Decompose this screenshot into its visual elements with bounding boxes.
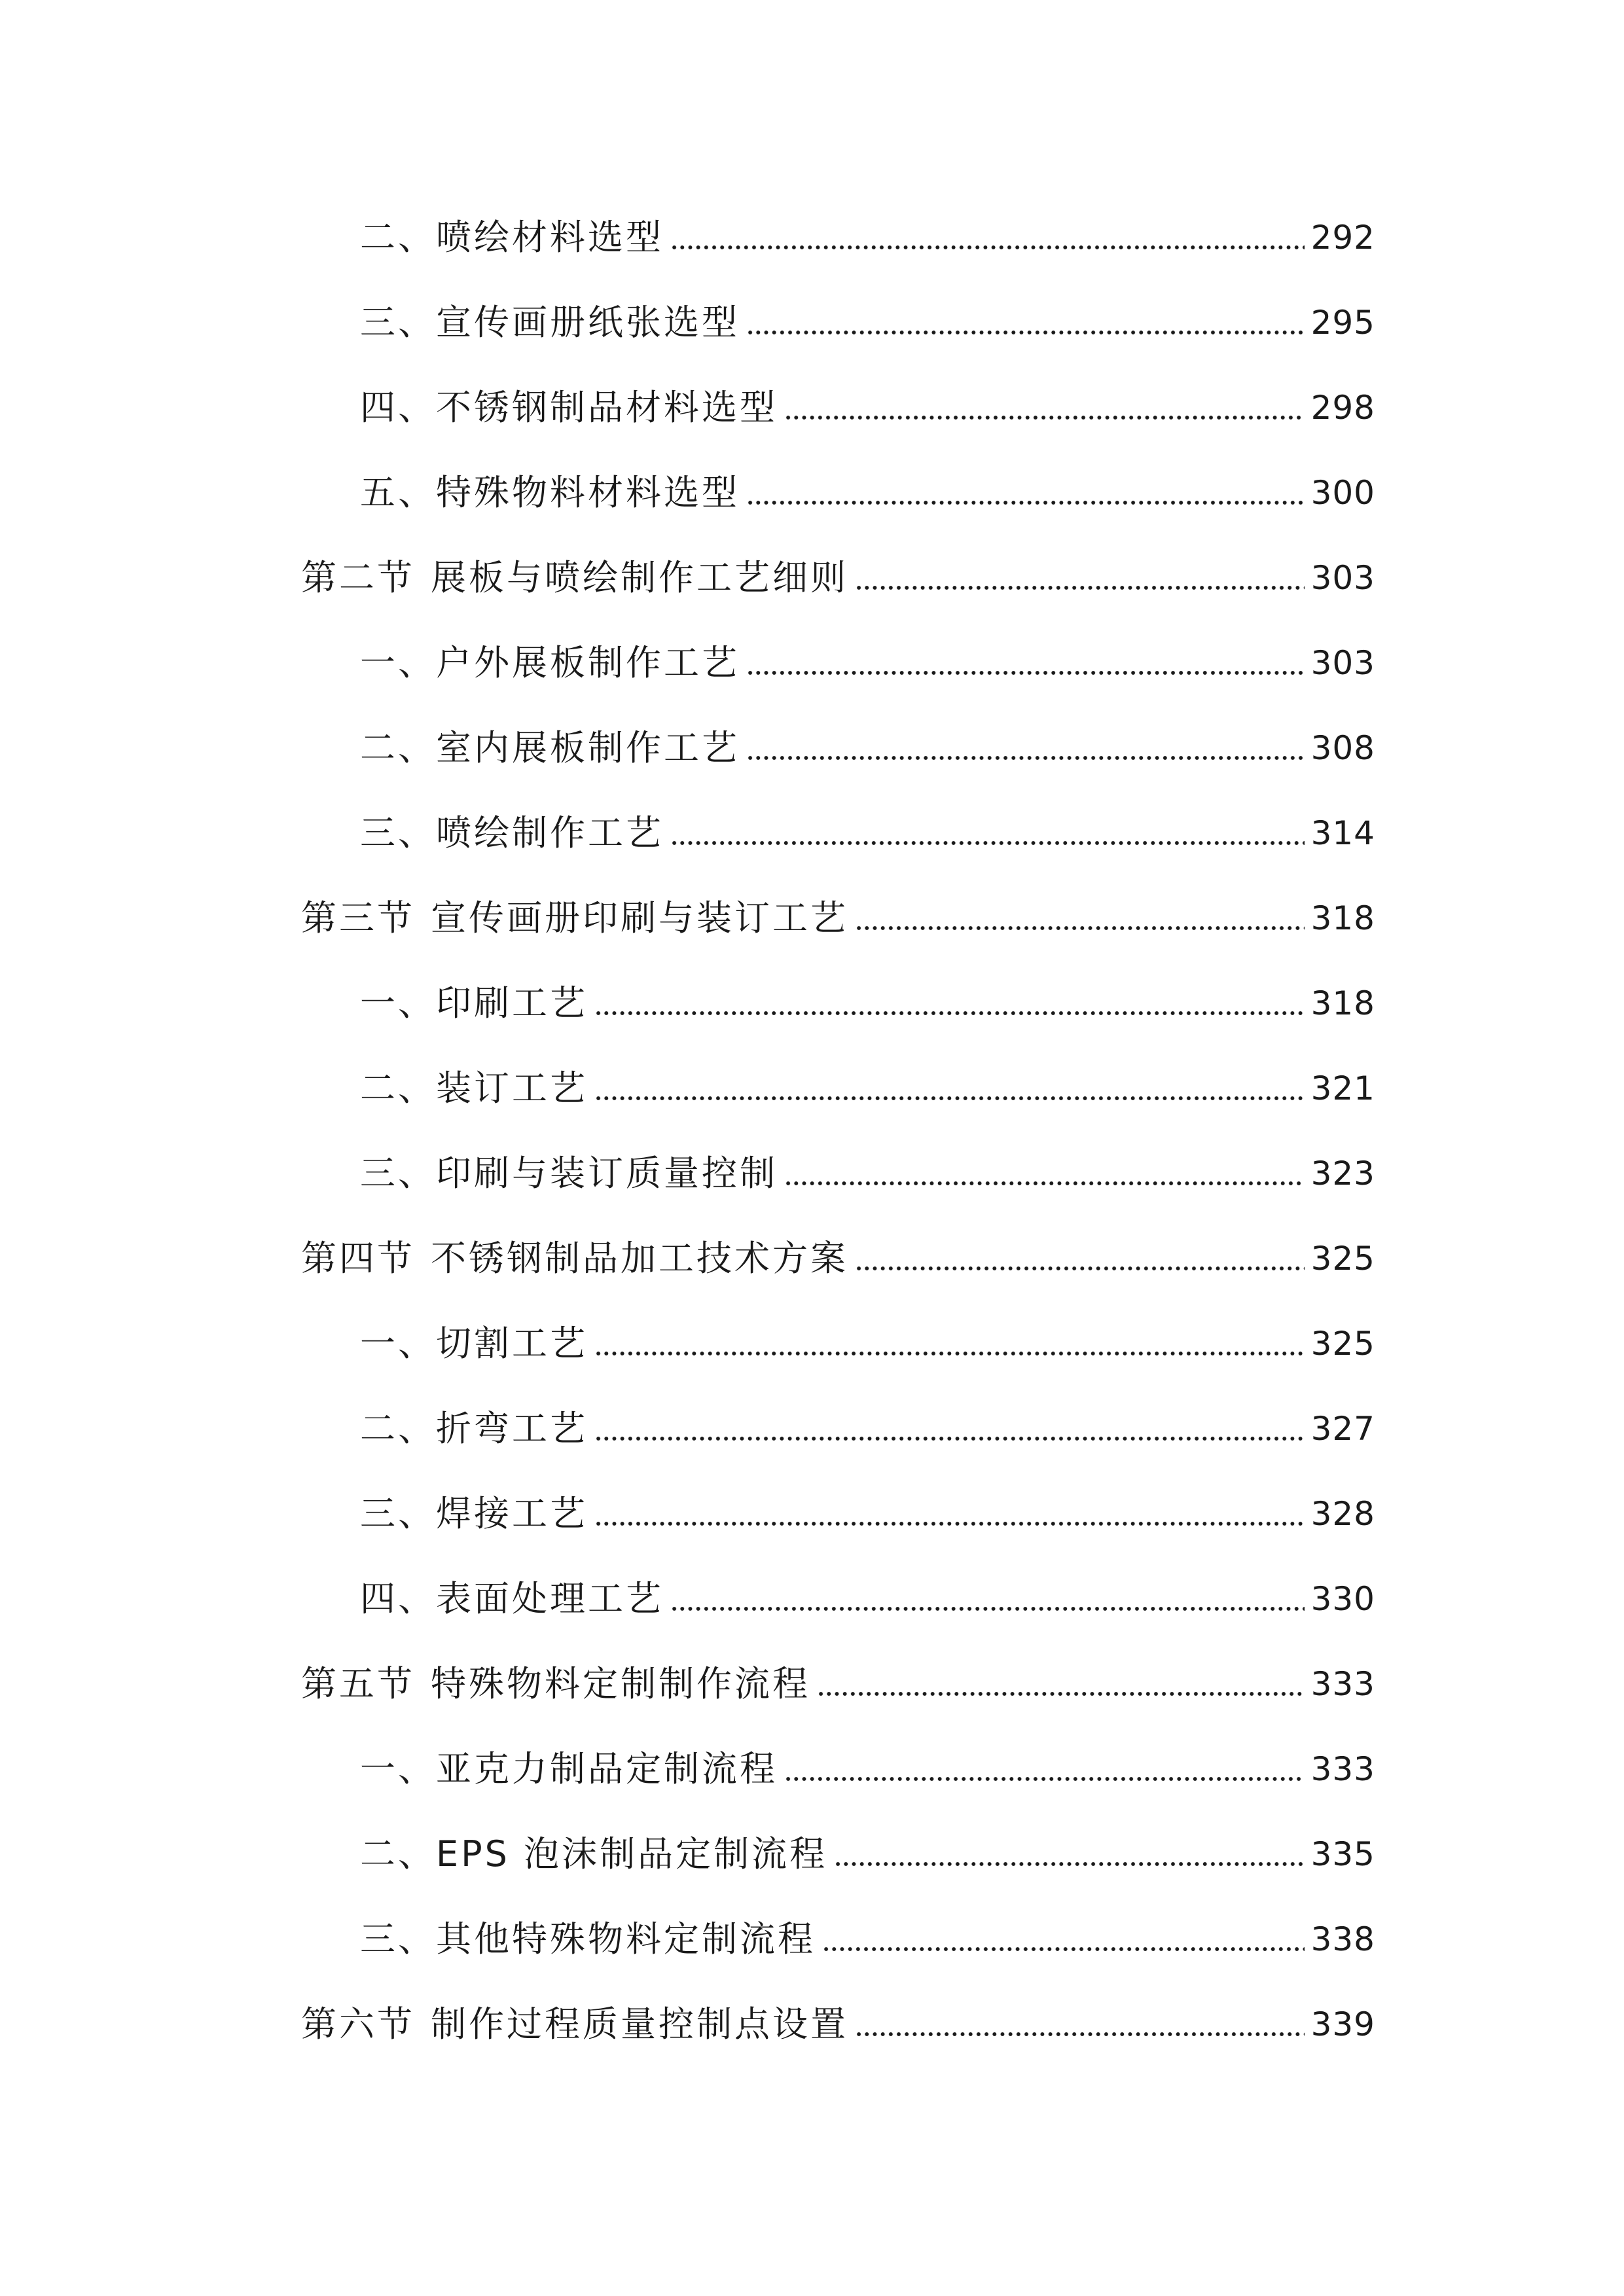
toc-entry-page: 339	[1310, 2005, 1375, 2043]
toc-dot-leader	[670, 245, 1305, 250]
toc-dot-leader	[784, 415, 1305, 420]
toc-dot-leader	[594, 1436, 1305, 1441]
toc-section-label: 第四节	[301, 1238, 415, 1279]
toc-dot-leader	[817, 1691, 1305, 1696]
toc-entry-page: 318	[1310, 984, 1375, 1022]
toc-entry-page: 323	[1310, 1155, 1375, 1193]
toc-entry-page: 327	[1310, 1410, 1375, 1448]
toc-dot-leader	[855, 1266, 1305, 1271]
toc-dot-leader	[746, 670, 1305, 675]
toc-section-label: 第五节	[301, 1663, 415, 1704]
toc-entry-page: 328	[1310, 1495, 1375, 1533]
toc-entry-page: 325	[1310, 1240, 1375, 1278]
toc-entry-title: 一、印刷工艺	[360, 982, 588, 1024]
toc-entry-page: 318	[1310, 899, 1375, 937]
toc-dot-leader	[822, 1946, 1305, 1952]
toc-dot-leader	[594, 1521, 1305, 1526]
toc-entry-title: 二、EPS 泡沫制品定制流程	[360, 1833, 828, 1874]
toc-section-label: 第三节	[301, 897, 415, 939]
toc-section-entry[interactable]	[301, 1995, 1375, 2054]
toc-entry-page: 292	[1310, 219, 1375, 257]
toc-entry-page: 303	[1310, 644, 1375, 682]
toc-section-entry[interactable]	[301, 1655, 1375, 1713]
toc-section-label: 第二节	[301, 557, 415, 598]
toc-entry-title: 一、户外展板制作工艺	[360, 642, 740, 683]
toc-dot-leader	[855, 585, 1305, 590]
toc-entry-page: 314	[1310, 814, 1375, 852]
toc-section-entry[interactable]	[301, 889, 1375, 948]
toc-dot-leader	[594, 1096, 1305, 1101]
toc-entry-title: 一、亚克力制品定制流程	[360, 1748, 778, 1789]
toc-entry[interactable]	[360, 1059, 1375, 1118]
toc-entry-title: 三、喷绘制作工艺	[360, 812, 664, 853]
toc-entry[interactable]	[360, 1825, 1375, 1884]
toc-entry-page: 330	[1310, 1580, 1375, 1618]
toc-entry[interactable]	[360, 1144, 1375, 1203]
toc-section-title: 展板与喷绘制作工艺细则	[431, 557, 848, 598]
toc-entry-title: 二、装订工艺	[360, 1067, 588, 1109]
toc-entry-page: 321	[1310, 1069, 1375, 1107]
toc-entry[interactable]	[360, 634, 1375, 692]
toc-dot-leader	[594, 1011, 1305, 1016]
toc-dot-leader	[746, 330, 1305, 335]
toc-entry-title	[301, 889, 848, 948]
toc-entry[interactable]	[360, 208, 1375, 267]
toc-entry[interactable]	[360, 463, 1375, 522]
toc-entry-title: 三、印刷与装订质量控制	[360, 1153, 778, 1194]
toc-entry-page: 303	[1310, 559, 1375, 597]
toc-section-label: 第六节	[301, 2003, 415, 2045]
toc-dot-leader	[855, 2032, 1305, 2037]
toc-entry[interactable]	[360, 804, 1375, 863]
toc-entry-title: 二、室内展板制作工艺	[360, 727, 740, 768]
toc-entry[interactable]	[360, 1314, 1375, 1373]
toc-entry-title	[301, 1995, 848, 2054]
toc-entry-page: 333	[1310, 1750, 1375, 1788]
toc-dot-leader	[834, 1861, 1304, 1867]
toc-entry[interactable]	[360, 1570, 1375, 1628]
toc-dot-leader	[784, 1181, 1305, 1186]
toc-entry-title: 二、喷绘材料选型	[360, 217, 664, 258]
toc-entry-title	[301, 548, 848, 607]
toc-entry-title	[301, 1655, 810, 1713]
toc-entry-page: 335	[1310, 1835, 1375, 1873]
toc-entry[interactable]	[360, 1399, 1375, 1458]
toc-dot-leader	[746, 755, 1305, 761]
toc-section-entry[interactable]	[301, 1229, 1375, 1288]
toc-entry-title: 四、不锈钢制品材料选型	[360, 387, 778, 428]
toc-entry[interactable]	[360, 378, 1375, 437]
toc-entry-page: 338	[1310, 1920, 1375, 1958]
toc-entry-title: 三、焊接工艺	[360, 1493, 588, 1534]
toc-entry-page: 308	[1310, 729, 1375, 767]
toc-entry-title: 二、折弯工艺	[360, 1408, 588, 1449]
toc-section-title: 不锈钢制品加工技术方案	[431, 1238, 848, 1279]
toc-entry-page: 300	[1310, 474, 1375, 512]
toc-entry-title: 三、其他特殊物料定制流程	[360, 1918, 816, 1960]
toc-dot-leader	[855, 925, 1305, 931]
toc-entry-page: 298	[1310, 389, 1375, 427]
toc-entry-title: 五、特殊物料材料选型	[360, 472, 740, 513]
toc-entry[interactable]	[360, 1910, 1375, 1969]
toc-section-title: 制作过程质量控制点设置	[431, 2003, 848, 2045]
toc-dot-leader	[670, 1606, 1305, 1611]
toc-dot-leader	[670, 840, 1305, 846]
toc-section-title: 特殊物料定制制作流程	[431, 1663, 810, 1704]
toc-dot-leader	[784, 1776, 1305, 1782]
toc-entry[interactable]	[360, 1484, 1375, 1543]
toc-entry-title: 一、切割工艺	[360, 1323, 588, 1364]
toc-entry[interactable]	[360, 1740, 1375, 1799]
toc-entry[interactable]	[360, 719, 1375, 778]
toc-section-title: 宣传画册印刷与装订工艺	[431, 897, 848, 939]
toc-entry[interactable]	[360, 293, 1375, 352]
toc-entry-page: 325	[1310, 1325, 1375, 1363]
toc-dot-leader	[594, 1351, 1305, 1356]
toc-entry[interactable]	[360, 974, 1375, 1033]
toc-dot-leader	[746, 500, 1305, 505]
toc-entry-page: 295	[1310, 304, 1375, 342]
toc-entry-title	[301, 1229, 848, 1288]
toc-entry-title: 四、表面处理工艺	[360, 1578, 664, 1619]
toc-section-entry[interactable]	[301, 548, 1375, 607]
toc-entry-title: 三、宣传画册纸张选型	[360, 302, 740, 343]
toc-entry-page: 333	[1310, 1665, 1375, 1703]
